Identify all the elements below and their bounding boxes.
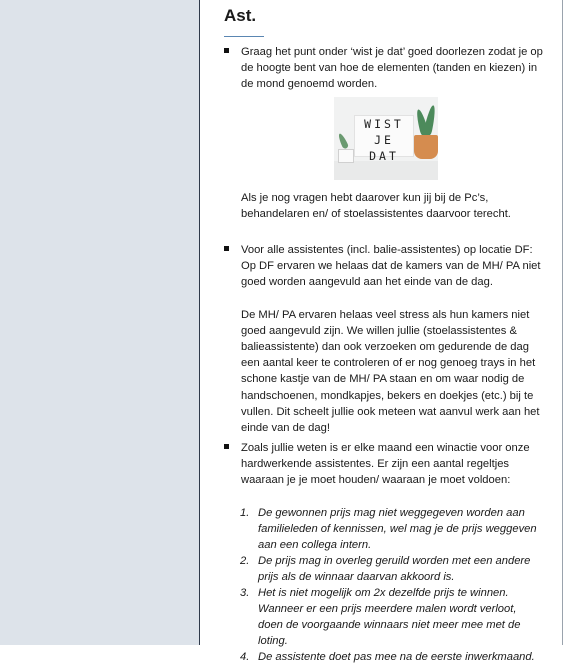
bullet-item-3 bbox=[224, 440, 544, 665]
sign-line-2: JE DAT bbox=[369, 133, 399, 163]
rule-item bbox=[240, 553, 544, 585]
small-pot-icon bbox=[338, 149, 354, 163]
bullet-1-paragraph-2: Als je nog vragen hebt daarover kun jij bij de Pc’s, behandelaren en/ of stoelassistentes daarvoor terecht. bbox=[241, 192, 511, 221]
rule-text: De gewonnen prijs mag niet weggegeven worden aan familieleden of kennissen, wel mag je de prijs weggeven aan een collega intern. bbox=[258, 506, 537, 551]
small-plant-leaf-icon bbox=[337, 132, 349, 149]
section-title: Ast. bbox=[224, 6, 257, 25]
bullet-item-1 bbox=[224, 44, 544, 93]
bullet-item-2 bbox=[224, 242, 544, 436]
rule-item bbox=[240, 585, 544, 649]
bullet-square-icon bbox=[224, 48, 229, 53]
bullet-square-icon bbox=[224, 444, 229, 449]
rule-number: 4. bbox=[240, 650, 250, 663]
bullet-square-icon bbox=[224, 246, 229, 251]
plant-leaf-icon bbox=[423, 105, 437, 138]
sign-line-1: WIST bbox=[364, 117, 404, 131]
title-underline bbox=[224, 36, 264, 37]
rule-number: 3. bbox=[240, 586, 250, 599]
bullet-1-followup bbox=[224, 190, 544, 222]
wist-je-dat-image bbox=[334, 97, 438, 180]
bullet-2-paragraph-1: Voor alle assistentes (incl. balie-assistentes) op locatie DF: Op DF ervaren we helaas dat de kamers van de MH/ PA niet goed worden aangevuld aan het einde van de dag. bbox=[241, 244, 541, 289]
plant-pot-icon bbox=[414, 135, 438, 159]
left-sidebar-panel bbox=[0, 0, 200, 645]
rule-text: De assistente doet pas mee na de eerste inwerkmaand. bbox=[258, 650, 535, 663]
rule-text: Het is niet mogelijk om 2x dezelfde prijs te winnen. Wanneer er een prijs meerdere malen wordt verloot, doen de voorgaande winnaars niet meer mee met de loting. bbox=[258, 586, 521, 647]
page-right-edge bbox=[562, 0, 563, 645]
wist-je-dat-sign bbox=[354, 115, 414, 163]
bullet-1-paragraph-1: Graag het punt onder ‘wist je dat’ goed doorlezen zodat je op de hoogte bent van hoe de elementen (tanden en kiezen) in de mond genoemd worden. bbox=[241, 46, 543, 91]
rule-item bbox=[240, 505, 544, 553]
rule-number: 1. bbox=[240, 506, 250, 519]
bullet-2-paragraph-2: De MH/ PA ervaren helaas veel stress als hun kamers niet goed aangevuld zijn. We willen jullie (stoelassistentes & balieassistente) dan ook verzoeken om gedurende de dag een aantal keer te controleren of er nog genoeg trays in het schone kastje van de MH/ PA staan en om waar nodig de handschoenen, mondkapjes, bekers en doekjes (etc.) bij te vullen. Dit scheelt jullie ook meteen wat aanvul werk aan het einde van de dag! bbox=[241, 308, 540, 435]
rules-list bbox=[224, 505, 544, 665]
rule-text: De prijs mag in overleg geruild worden met een andere prijs als de winnaar daarvan akkoord is. bbox=[258, 554, 531, 583]
rule-number: 2. bbox=[240, 554, 250, 567]
bullet-3-paragraph-1: Zoals jullie weten is er elke maand een winactie voor onze hardwerkende assistentes. Er zijn een aantal regeltjes waaraan je je moet houden/ waaraan je moet voldoen: bbox=[241, 442, 530, 487]
rule-item bbox=[240, 649, 544, 665]
